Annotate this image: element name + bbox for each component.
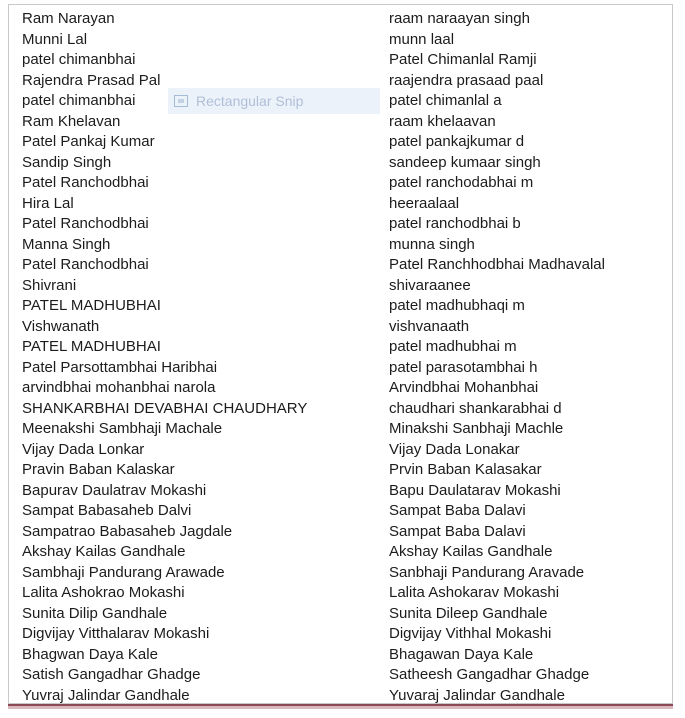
transliterated-name: raajendra prasaad paal: [389, 71, 544, 89]
transliterated-name: shivaraanee: [389, 276, 471, 294]
name-row: [22, 153, 662, 174]
original-name: Rajendra Prasad Pal: [22, 71, 161, 89]
transliterated-name: munna singh: [389, 235, 475, 253]
name-row: [22, 399, 662, 420]
name-row: [22, 542, 662, 563]
name-row: [22, 317, 662, 338]
transliterated-name: Yuvaraj Jalindar Gandhale: [389, 686, 565, 704]
transliterated-name: munn laal: [389, 30, 455, 48]
original-name: Digvijay Vitthalarav Mokashi: [22, 625, 210, 642]
original-name: Patel Ranchodbhai: [22, 256, 149, 273]
transliterated-name: Akshay Kailas Gandhale: [389, 543, 553, 560]
name-row: [22, 624, 662, 645]
original-name: PATEL MADHUBHAI: [22, 297, 161, 314]
name-row: [22, 296, 662, 317]
name-row: [22, 194, 662, 215]
original-name: Lalita Ashokrao Mokashi: [22, 584, 185, 601]
transliterated-name: patel chimanlal a: [389, 92, 502, 109]
transliterated-name: Lalita Ashokarav Mokashi: [389, 584, 560, 601]
transliterated-name: Satheesh Gangadhar Ghadge: [389, 666, 590, 683]
transliterated-name: Prvin Baban Kalasakar: [389, 461, 542, 478]
name-row: [22, 214, 662, 235]
original-name: Sunita Dilip Gandhale: [22, 604, 168, 622]
original-name: Bhagwan Daya Kale: [22, 645, 158, 663]
name-row: [22, 112, 662, 133]
name-row: [22, 173, 662, 194]
original-name: Patel Ranchodbhai: [22, 174, 149, 191]
original-name: patel chimanbhai: [22, 92, 136, 109]
original-name: Ram Khelavan: [22, 112, 121, 130]
name-row: [22, 440, 662, 461]
original-name: arvindbhai mohanbhai narola: [22, 379, 216, 396]
name-row: [22, 91, 662, 112]
original-name: Satish Gangadhar Ghadge: [22, 666, 201, 683]
name-list: [22, 9, 662, 706]
name-row: [22, 378, 662, 399]
transliterated-name: patel ranchodabhai m: [389, 174, 534, 191]
original-name: Vijay Dada Lonkar: [22, 440, 145, 458]
transliterated-name: patel ranchodbhai b: [389, 215, 521, 232]
original-name: Munni Lal: [22, 30, 88, 48]
original-name: Pravin Baban Kalaskar: [22, 461, 175, 478]
original-name: Meenakshi Sambhaji Machale: [22, 420, 223, 437]
original-name: Sampat Babasaheb Dalvi: [22, 502, 192, 519]
name-row: [22, 71, 662, 92]
transliterated-name: Arvindbhai Mohanbhai: [389, 379, 539, 396]
original-name: Hira Lal: [22, 194, 74, 212]
original-name: Yuvraj Jalindar Gandhale: [22, 686, 190, 704]
name-row: [22, 132, 662, 153]
transliterated-name: patel madhubhai m: [389, 338, 517, 355]
transliterated-name: raam khelaavan: [389, 112, 496, 130]
transliterated-name: Digvijay Vithhal Mokashi: [389, 625, 552, 642]
original-name: Patel Parsottambhai Haribhai: [22, 358, 218, 376]
snip-label: Rectangular Snip: [196, 93, 304, 109]
transliterated-name: Vijay Dada Lonakar: [389, 440, 520, 458]
name-row: [22, 460, 662, 481]
transliterated-name: Patel Chimanlal Ramji: [389, 51, 537, 68]
name-row: [22, 501, 662, 522]
original-name: Patel Pankaj Kumar: [22, 133, 155, 150]
transliterated-name: heeraalaal: [389, 194, 460, 212]
name-row: [22, 235, 662, 256]
transliterated-name: Sampat Baba Dalavi: [389, 522, 526, 540]
name-row: [22, 337, 662, 358]
transliterated-name: raam naraayan singh: [389, 10, 530, 27]
name-row: [22, 522, 662, 543]
name-row: [22, 255, 662, 276]
original-name: Ram Narayan: [22, 10, 115, 27]
transliterated-name: Minakshi Sanbhaji Machle: [389, 420, 564, 437]
original-name: Patel Ranchodbhai: [22, 215, 149, 232]
transliterated-name: Sampat Baba Dalavi: [389, 502, 526, 519]
name-row: [22, 583, 662, 604]
original-name: Bapurav Daulatrav Mokashi: [22, 481, 207, 499]
bottom-rule-shadow: [8, 706, 673, 709]
name-row: [22, 419, 662, 440]
original-name: Akshay Kailas Gandhale: [22, 543, 186, 560]
transliterated-name: vishvanaath: [389, 317, 470, 335]
transliterated-name: Bhagawan Daya Kale: [389, 645, 534, 663]
transliterated-name: Bapu Daulatarav Mokashi: [389, 481, 561, 499]
transliterated-name: patel madhubhaqi m: [389, 297, 525, 314]
original-name: Manna Singh: [22, 235, 111, 253]
name-row: [22, 358, 662, 379]
original-name: patel chimanbhai: [22, 51, 136, 68]
name-row: [22, 665, 662, 686]
transliterated-name: Sunita Dileep Gandhale: [389, 604, 548, 622]
original-name: PATEL MADHUBHAI: [22, 338, 161, 355]
name-row: [22, 481, 662, 502]
original-name: Shivrani: [22, 276, 77, 294]
transliterated-name: sandeep kumaar singh: [389, 153, 541, 171]
transliterated-name: patel pankajkumar d: [389, 133, 525, 150]
original-name: Vishwanath: [22, 317, 100, 335]
name-row: [22, 686, 662, 707]
name-row: [22, 645, 662, 666]
original-name: Sampatrao Babasaheb Jagdale: [22, 522, 233, 540]
name-row: [22, 276, 662, 297]
transliterated-name: Patel Ranchhodbhai Madhavalal: [389, 256, 605, 273]
original-name: SHANKARBHAI DEVABHAI CHAUDHARY: [22, 399, 308, 417]
transliterated-name: patel parasotambhai h: [389, 358, 538, 376]
original-name: Sandip Singh: [22, 153, 112, 171]
transliterated-name: chaudhari shankarabhai d: [389, 399, 562, 417]
transliterated-name: Sanbhaji Pandurang Aravade: [389, 563, 585, 581]
name-row: [22, 50, 662, 71]
name-row: [22, 9, 662, 30]
original-name: Sambhaji Pandurang Arawade: [22, 563, 225, 581]
name-row: [22, 30, 662, 51]
name-row: [22, 604, 662, 625]
name-row: [22, 563, 662, 584]
